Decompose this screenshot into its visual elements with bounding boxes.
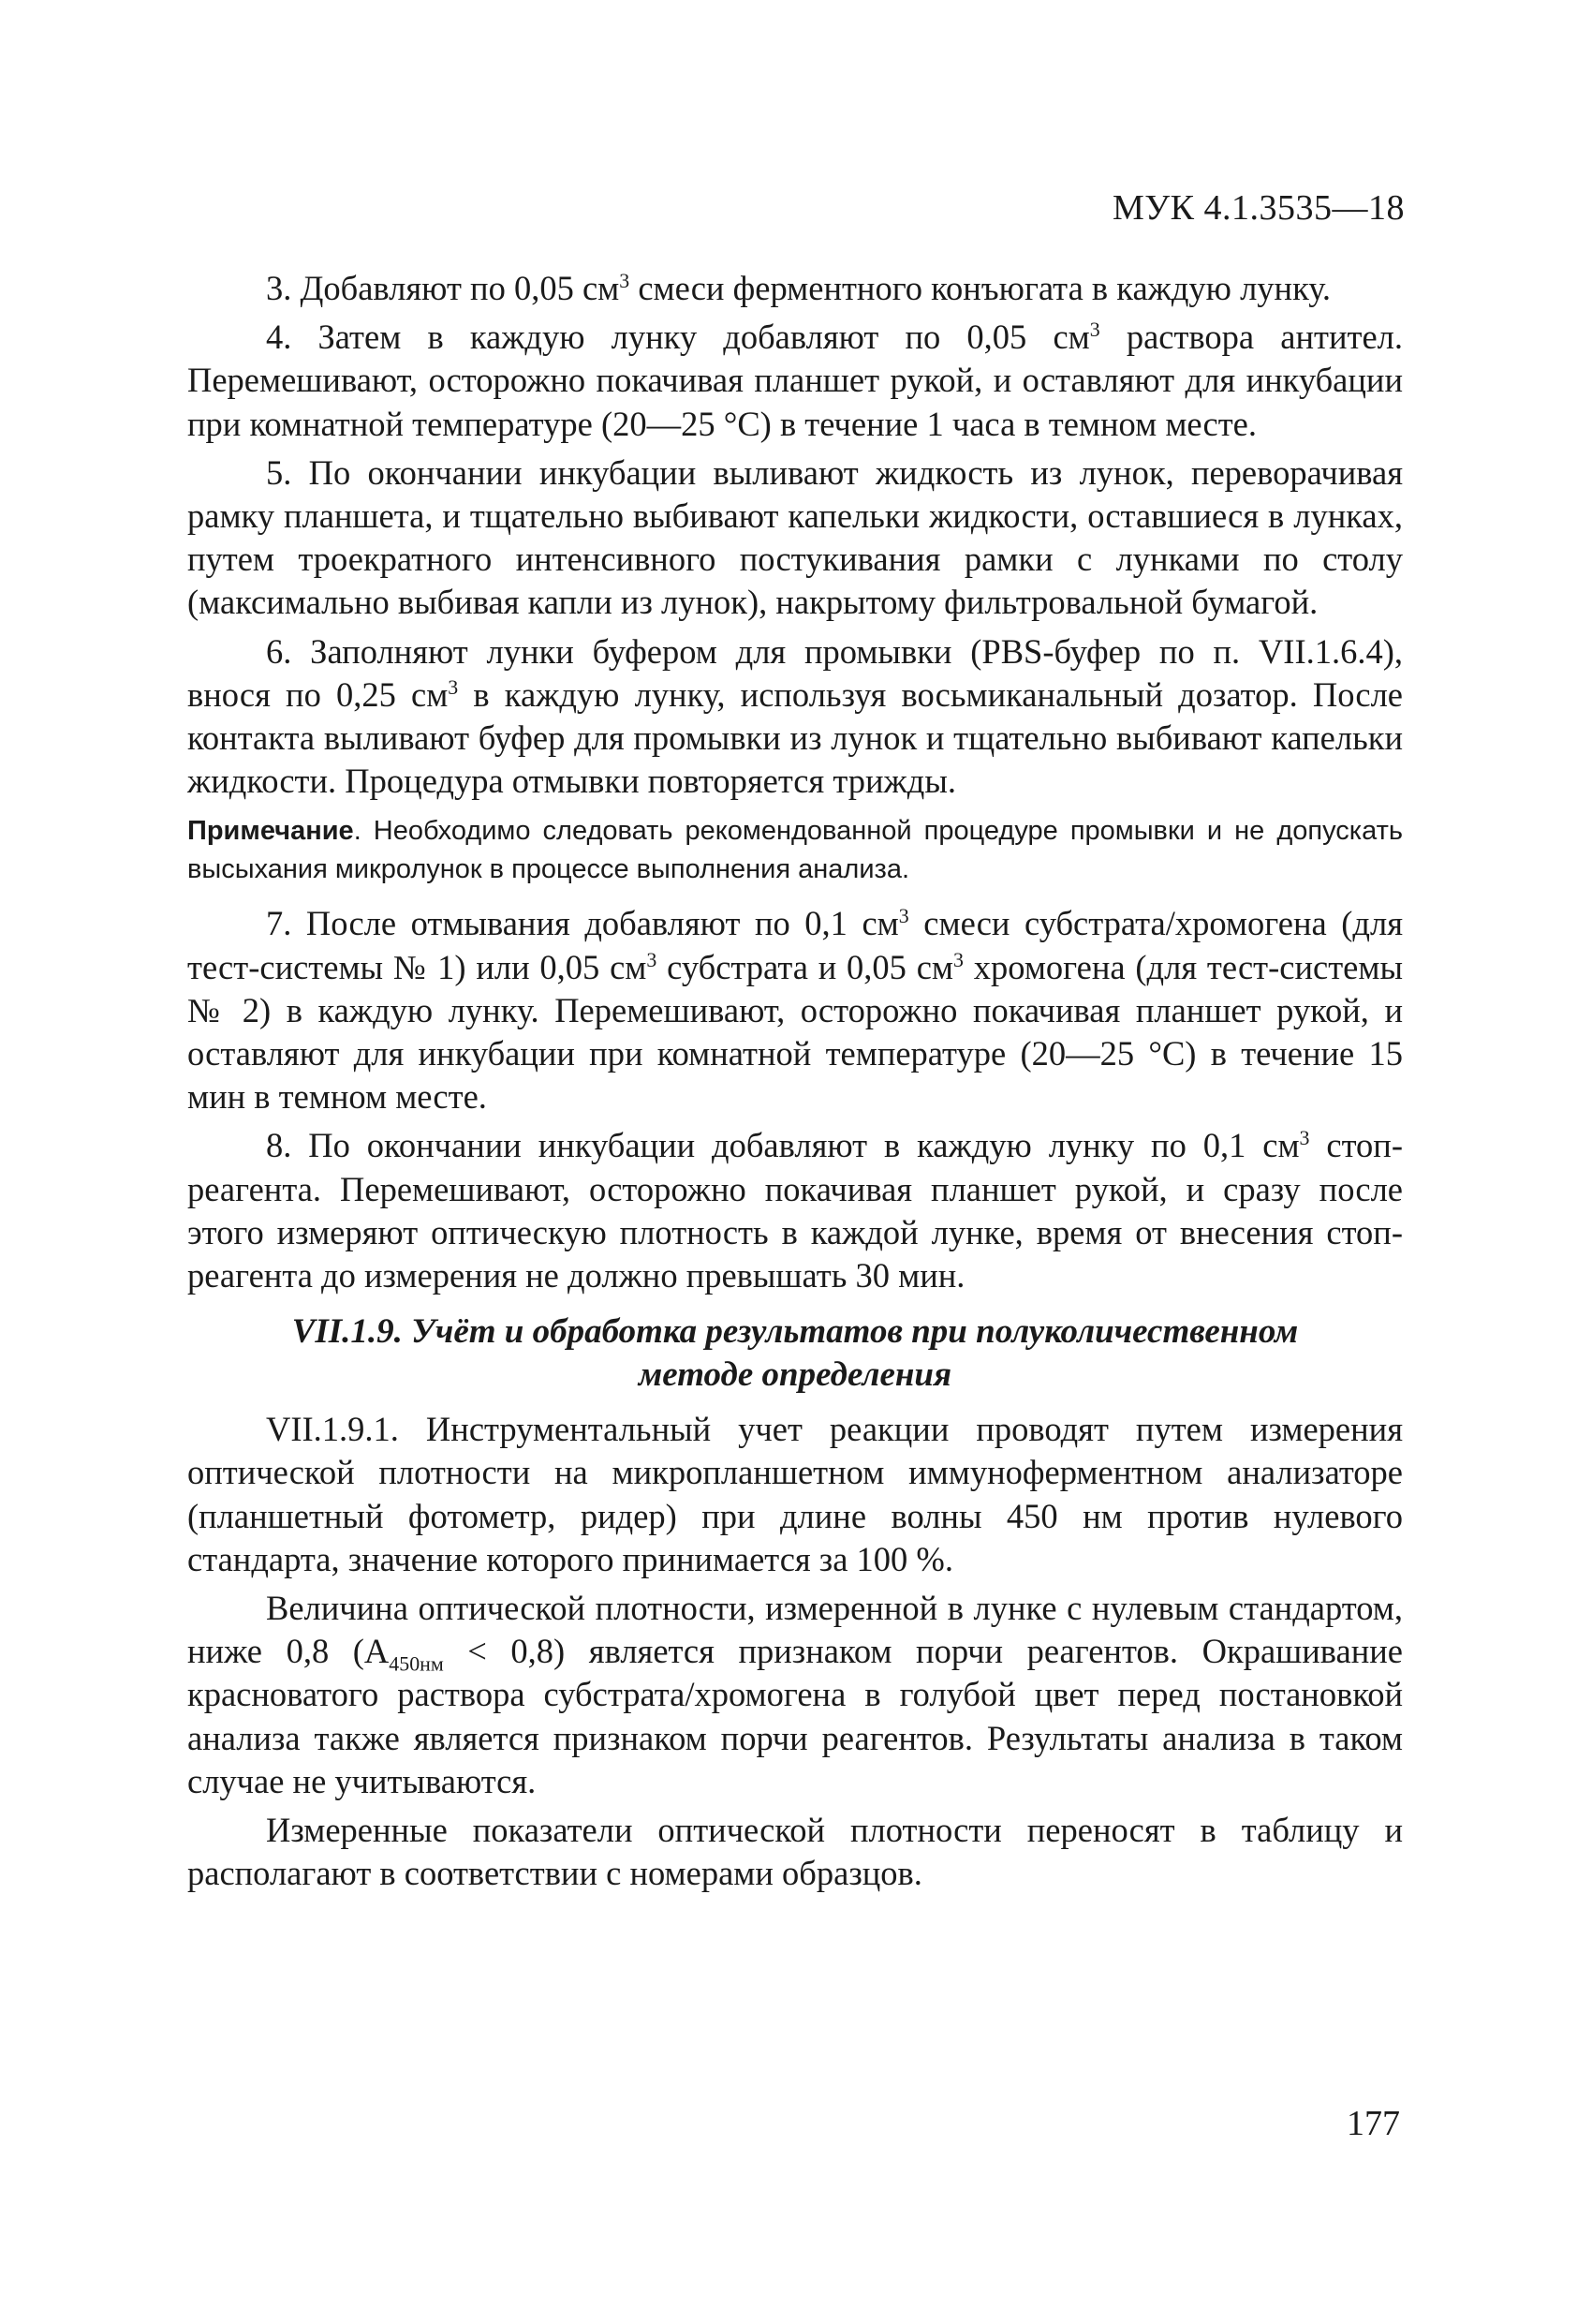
page-number: 177 [1347, 2104, 1400, 2143]
step-8-paragraph: 8. По окончании инкубации добавляют в каждую лунку по 0,1 $см^3$ стоп-реагента. Перемешивают, осторожно покачивая планшет рукой, и сразу после этого измеряют оптическую плотность в каждой лунке, время от внесения стоп-реагента до измерения не должно превышать 30 мин. [187, 1126, 1403, 1295]
step-6-paragraph: 6. Заполняют лунки буфером для промывки (PBS-буфер по п. VII.1.6.4), внося по 0,25 $см^3$ в каждую лунку, используя восьмиканальный дозатор. После контакта выливают буфер для промывки из лунок и тщательно выбивают капельки жидкости. Процедура отмывки повторяется трижды. [187, 631, 1403, 801]
note-paragraph [187, 812, 1403, 889]
section-paragraph-1: VII.1.9.1. Инструментальный учет реакции проводят путем измерения оптической плотности на микропланшетном иммуноферментном анализаторе (планшетный фотометр, ридер) при длине волны 450 нм против нулевого стандарта, значение которого принимается за 100 %. [187, 1410, 1403, 1578]
section-paragraph-2: Величина оптической плотности, измеренной в лунке с нулевым стандартом, ниже 0,8 $(A_{450нм} < 0,8)$ является признаком порчи реагентов. Окрашивание красноватого раствора субстрата/хромогена в голубой цвет перед постановкой анализа также является признаком порчи реагентов. Результаты анализа в таком случае не учитываются. [187, 1589, 1403, 1800]
note-label: Примечание [187, 816, 354, 847]
section-heading: VII.1.9. Учёт и обработка результатов при полуколичественном методе определения [291, 1312, 1299, 1395]
step-4-paragraph: 4. Затем в каждую лунку добавляют по 0,05 $см^3$ раствора антител. Перемешивают, осторожно покачивая планшет рукой, и оставляют для инкубации при комнатной температуре (20—25 °С) в течение 1 часа в темном месте. [187, 318, 1403, 443]
document-code: МУК 4.1.3535—18 [1112, 188, 1405, 228]
step-5-paragraph: 5. По окончании инкубации выливают жидкость из лунок, переворачивая рамку планшета, и тщательно выбивают капельки жидкости, оставшиеся в лунках, путем троекратного интенсивного постукивания рамки с лунками по столу (максимально выбивая капли из лунок), накрытому фильтровальной бумагой. [187, 452, 1403, 622]
page-body [187, 267, 1403, 1902]
note-text: . Необходимо следовать рекомендованной процедуре промывки и не допускать высыхания микролунок в процессе выполнения анализа. [187, 816, 1403, 885]
section-paragraph-3: Измеренные показатели оптической плотности переносят в таблицу и располагают в соответствии с номерами образцов. [187, 1811, 1403, 1893]
step-7-paragraph: 7. После отмывания добавляют по 0,1 $см^3$ смеси субстрата/хромогена (для тест-системы № 1) или 0,05 $см^3$ субстрата и 0,05 $см^3$ хромогена (для тест-системы № 2) в каждую лунку. Перемешивают, осторожно покачивая планшет рукой, и оставляют для инкубации при комнатной температуре (20—25 °С) в течение 15 мин в темном месте. [187, 904, 1403, 1117]
step-3-paragraph: 3. Добавляют по 0,05 $см^3$ смеси ферментного конъюгата в каждую лунку. [266, 268, 1332, 307]
